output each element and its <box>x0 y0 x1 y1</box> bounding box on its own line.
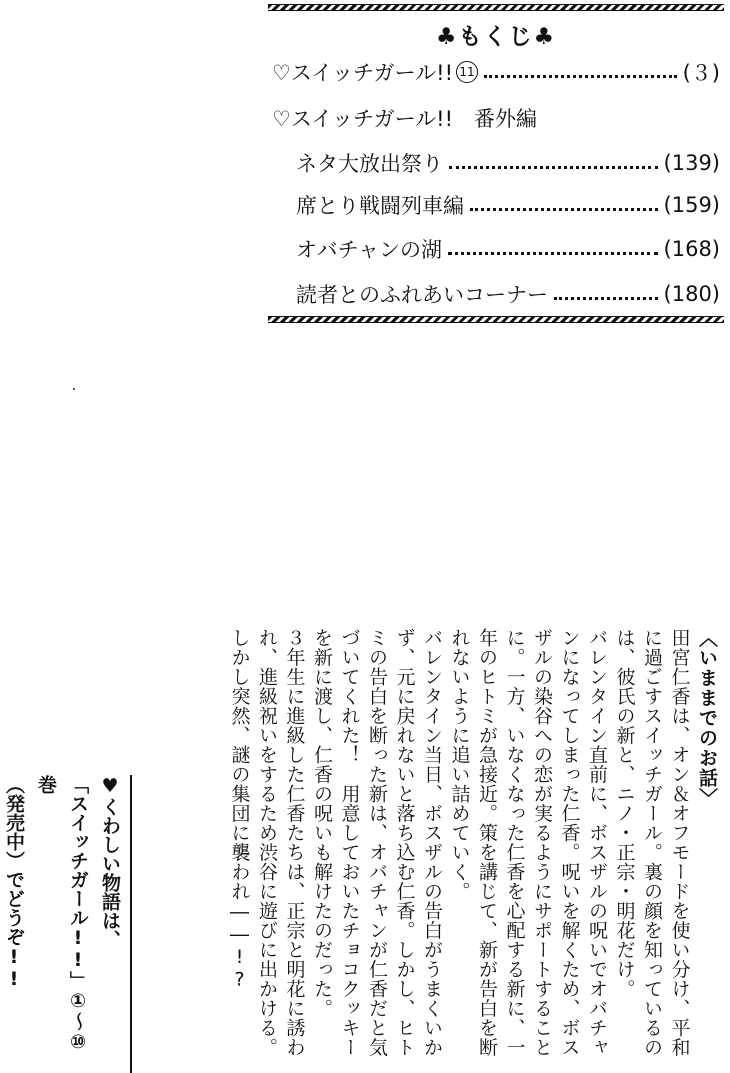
toc-entry-page: (139) <box>663 151 720 175</box>
toc-entry-page: (３) <box>682 61 720 85</box>
leader-dots <box>449 166 658 169</box>
toc-entry-readers <box>296 279 720 309</box>
toc-entry-train <box>296 190 720 220</box>
toc-entry-page: (159) <box>663 193 720 217</box>
toc-entry-main <box>272 57 720 87</box>
toc-entry-lake <box>296 234 720 264</box>
sidebar-line: ♥くわしい物語は、 <box>99 775 121 949</box>
toc-entry-label: 読者とのふれあいコーナー <box>296 283 548 307</box>
bottom-divider <box>268 316 724 323</box>
story-heading: 〈いままでのお話〉 <box>696 628 718 808</box>
story-paragraph: 田宮仁香は、オン＆オフモードを使い分け、平和に過ごすスイッチガール。裏の顔を知っているのは、彼氏の新と、ニノ・正宗・明花だけ。 <box>613 628 691 1057</box>
toc-entry-label: オバチャンの湖 <box>296 238 442 262</box>
sidebar-line: 「スイッチガール!!」①～⑩巻 <box>35 775 89 1053</box>
story-summary <box>170 628 720 1068</box>
story-paragraph: ３年生に進級した仁香たちは、正宗と明花に誘われ、進級祝いをするため渋谷に遊びに出かける。しかし突然、謎の集団に襲われ――!? <box>228 628 306 1057</box>
volume-number-badge: 11 <box>456 61 478 83</box>
toc-title: ♣もくじ♣ <box>435 24 557 50</box>
sidebar-line: （発売中）でどうぞ!! <box>3 775 25 990</box>
leader-dots <box>448 252 658 255</box>
leader-dots <box>554 297 658 300</box>
top-divider <box>268 4 724 11</box>
leader-dots <box>470 208 658 211</box>
sidebar-divider <box>130 775 132 1073</box>
story-paragraph: バレンタイン当日、ボスザルの告白がうまくいかず、元に戻れないと落ち込む仁香。しかし、ヒトミの告白を断った新は、オバチャンが仁香だと気づいてくれた！ 用意しておいたチョコクッキーを新に渡し、仁香の呪いも解けたのだった。 <box>311 628 443 1057</box>
story-paragraph: バレンタイン直前に、ボスザルの呪いでオバチャンになってしまった仁香。呪いを解くため、ボスザルの染谷への恋が実るようにサポートすることに。一方、いなくなった仁香を心配する新に、一年のヒトミが急接近。策を講じて、新が告白を断れないように追い詰めていく。 <box>448 628 608 1057</box>
toc-entry-label: 席とり戦闘列車編 <box>296 194 464 218</box>
print-speck <box>73 388 75 390</box>
sidebar-note <box>2 775 126 1070</box>
toc-entry-label: ♡スイッチガール!! <box>272 61 453 85</box>
toc-entry-page: (180) <box>663 282 720 306</box>
toc-entry-extra-header <box>272 103 537 133</box>
toc-entry-neta <box>296 148 720 178</box>
leader-dots <box>484 75 677 78</box>
toc-entry-label: ♡スイッチガール!! 番外編 <box>272 107 537 131</box>
toc-entry-page: (168) <box>663 237 720 261</box>
toc-entry-label: ネタ大放出祭り <box>296 152 443 176</box>
